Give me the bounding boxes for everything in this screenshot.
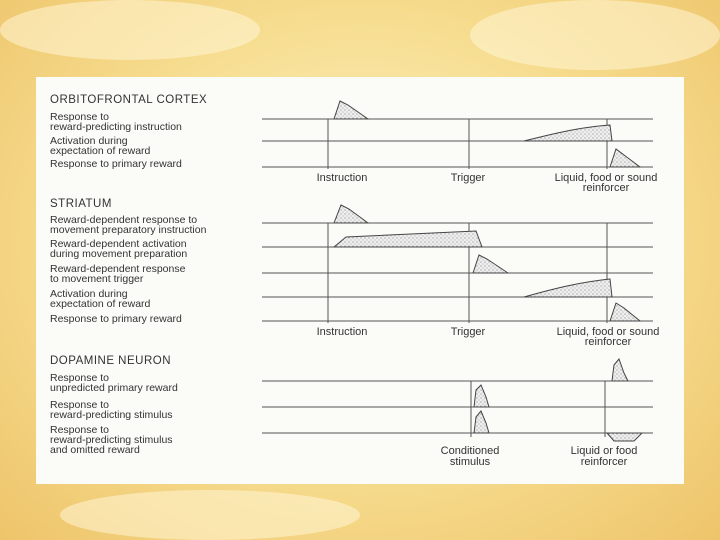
event-label: reinforcer xyxy=(584,336,632,348)
expectation-ramp xyxy=(524,125,612,141)
row-label-line: Activation during xyxy=(50,288,128,300)
row-label-line: reward-predicting stimulus xyxy=(50,409,173,421)
event-label: reinforcer xyxy=(582,182,630,194)
row-label-line: expectation of reward xyxy=(50,298,151,310)
response-burst xyxy=(474,411,489,433)
event-label: Conditioned xyxy=(440,445,500,457)
response-burst xyxy=(473,255,508,273)
row-label-line: movement preparatory instruction xyxy=(50,224,207,236)
event-label: reinforcer xyxy=(580,456,628,468)
event-label: Trigger xyxy=(450,326,486,338)
row-label-line: reward-predicting instruction xyxy=(50,121,182,133)
event-label: stimulus xyxy=(449,456,491,468)
event-label: Trigger xyxy=(450,172,486,184)
sustained-activation xyxy=(334,231,482,247)
row-label-line: Response to xyxy=(50,372,109,384)
section-title-dopamine: DOPAMINE NEURON xyxy=(50,355,172,367)
figure-panel xyxy=(36,77,684,484)
response-burst xyxy=(334,205,368,223)
background-highlight xyxy=(0,0,260,60)
event-label: Liquid or food xyxy=(570,445,638,457)
row-label-line: reward-predicting stimulus xyxy=(50,434,173,446)
expectation-ramp xyxy=(524,279,612,297)
row-label-line: and omitted reward xyxy=(50,444,140,456)
depression-dip xyxy=(607,433,642,441)
row-label-line: unpredicted primary reward xyxy=(50,382,178,394)
event-label: Instruction xyxy=(316,326,368,338)
section-title-striatum: STRIATUM xyxy=(50,198,112,210)
row-label-line: Reward-dependent response xyxy=(50,263,186,275)
background-highlight xyxy=(470,0,720,70)
response-burst xyxy=(612,359,628,381)
row-label-line: Response to xyxy=(50,111,109,123)
response-burst xyxy=(610,149,640,167)
event-label: Instruction xyxy=(316,172,368,184)
background-highlight xyxy=(60,490,360,540)
row-label-line: Reward-dependent activation xyxy=(50,238,187,250)
row-label-line: Reward-dependent response to xyxy=(50,214,198,226)
row-label-line: Activation during xyxy=(50,135,128,147)
section-title-orbitofrontal: ORBITOFRONTAL CORTEX xyxy=(50,94,208,106)
response-burst xyxy=(474,385,489,407)
row-label-line: expectation of reward xyxy=(50,145,151,157)
row-label-line: during movement preparation xyxy=(50,248,188,260)
row-label-line: Response to primary reward xyxy=(50,158,182,170)
row-label-line: to movement trigger xyxy=(50,273,144,285)
row-label-line: Response to xyxy=(50,399,109,411)
neural-response-diagram xyxy=(36,77,684,484)
row-label-line: Response to primary reward xyxy=(50,313,182,325)
event-label: Liquid, food or sound xyxy=(556,326,660,338)
row-label-line: Response to xyxy=(50,424,109,436)
response-burst xyxy=(334,101,368,119)
response-burst xyxy=(610,303,640,321)
event-label: Liquid, food or sound xyxy=(554,172,658,184)
